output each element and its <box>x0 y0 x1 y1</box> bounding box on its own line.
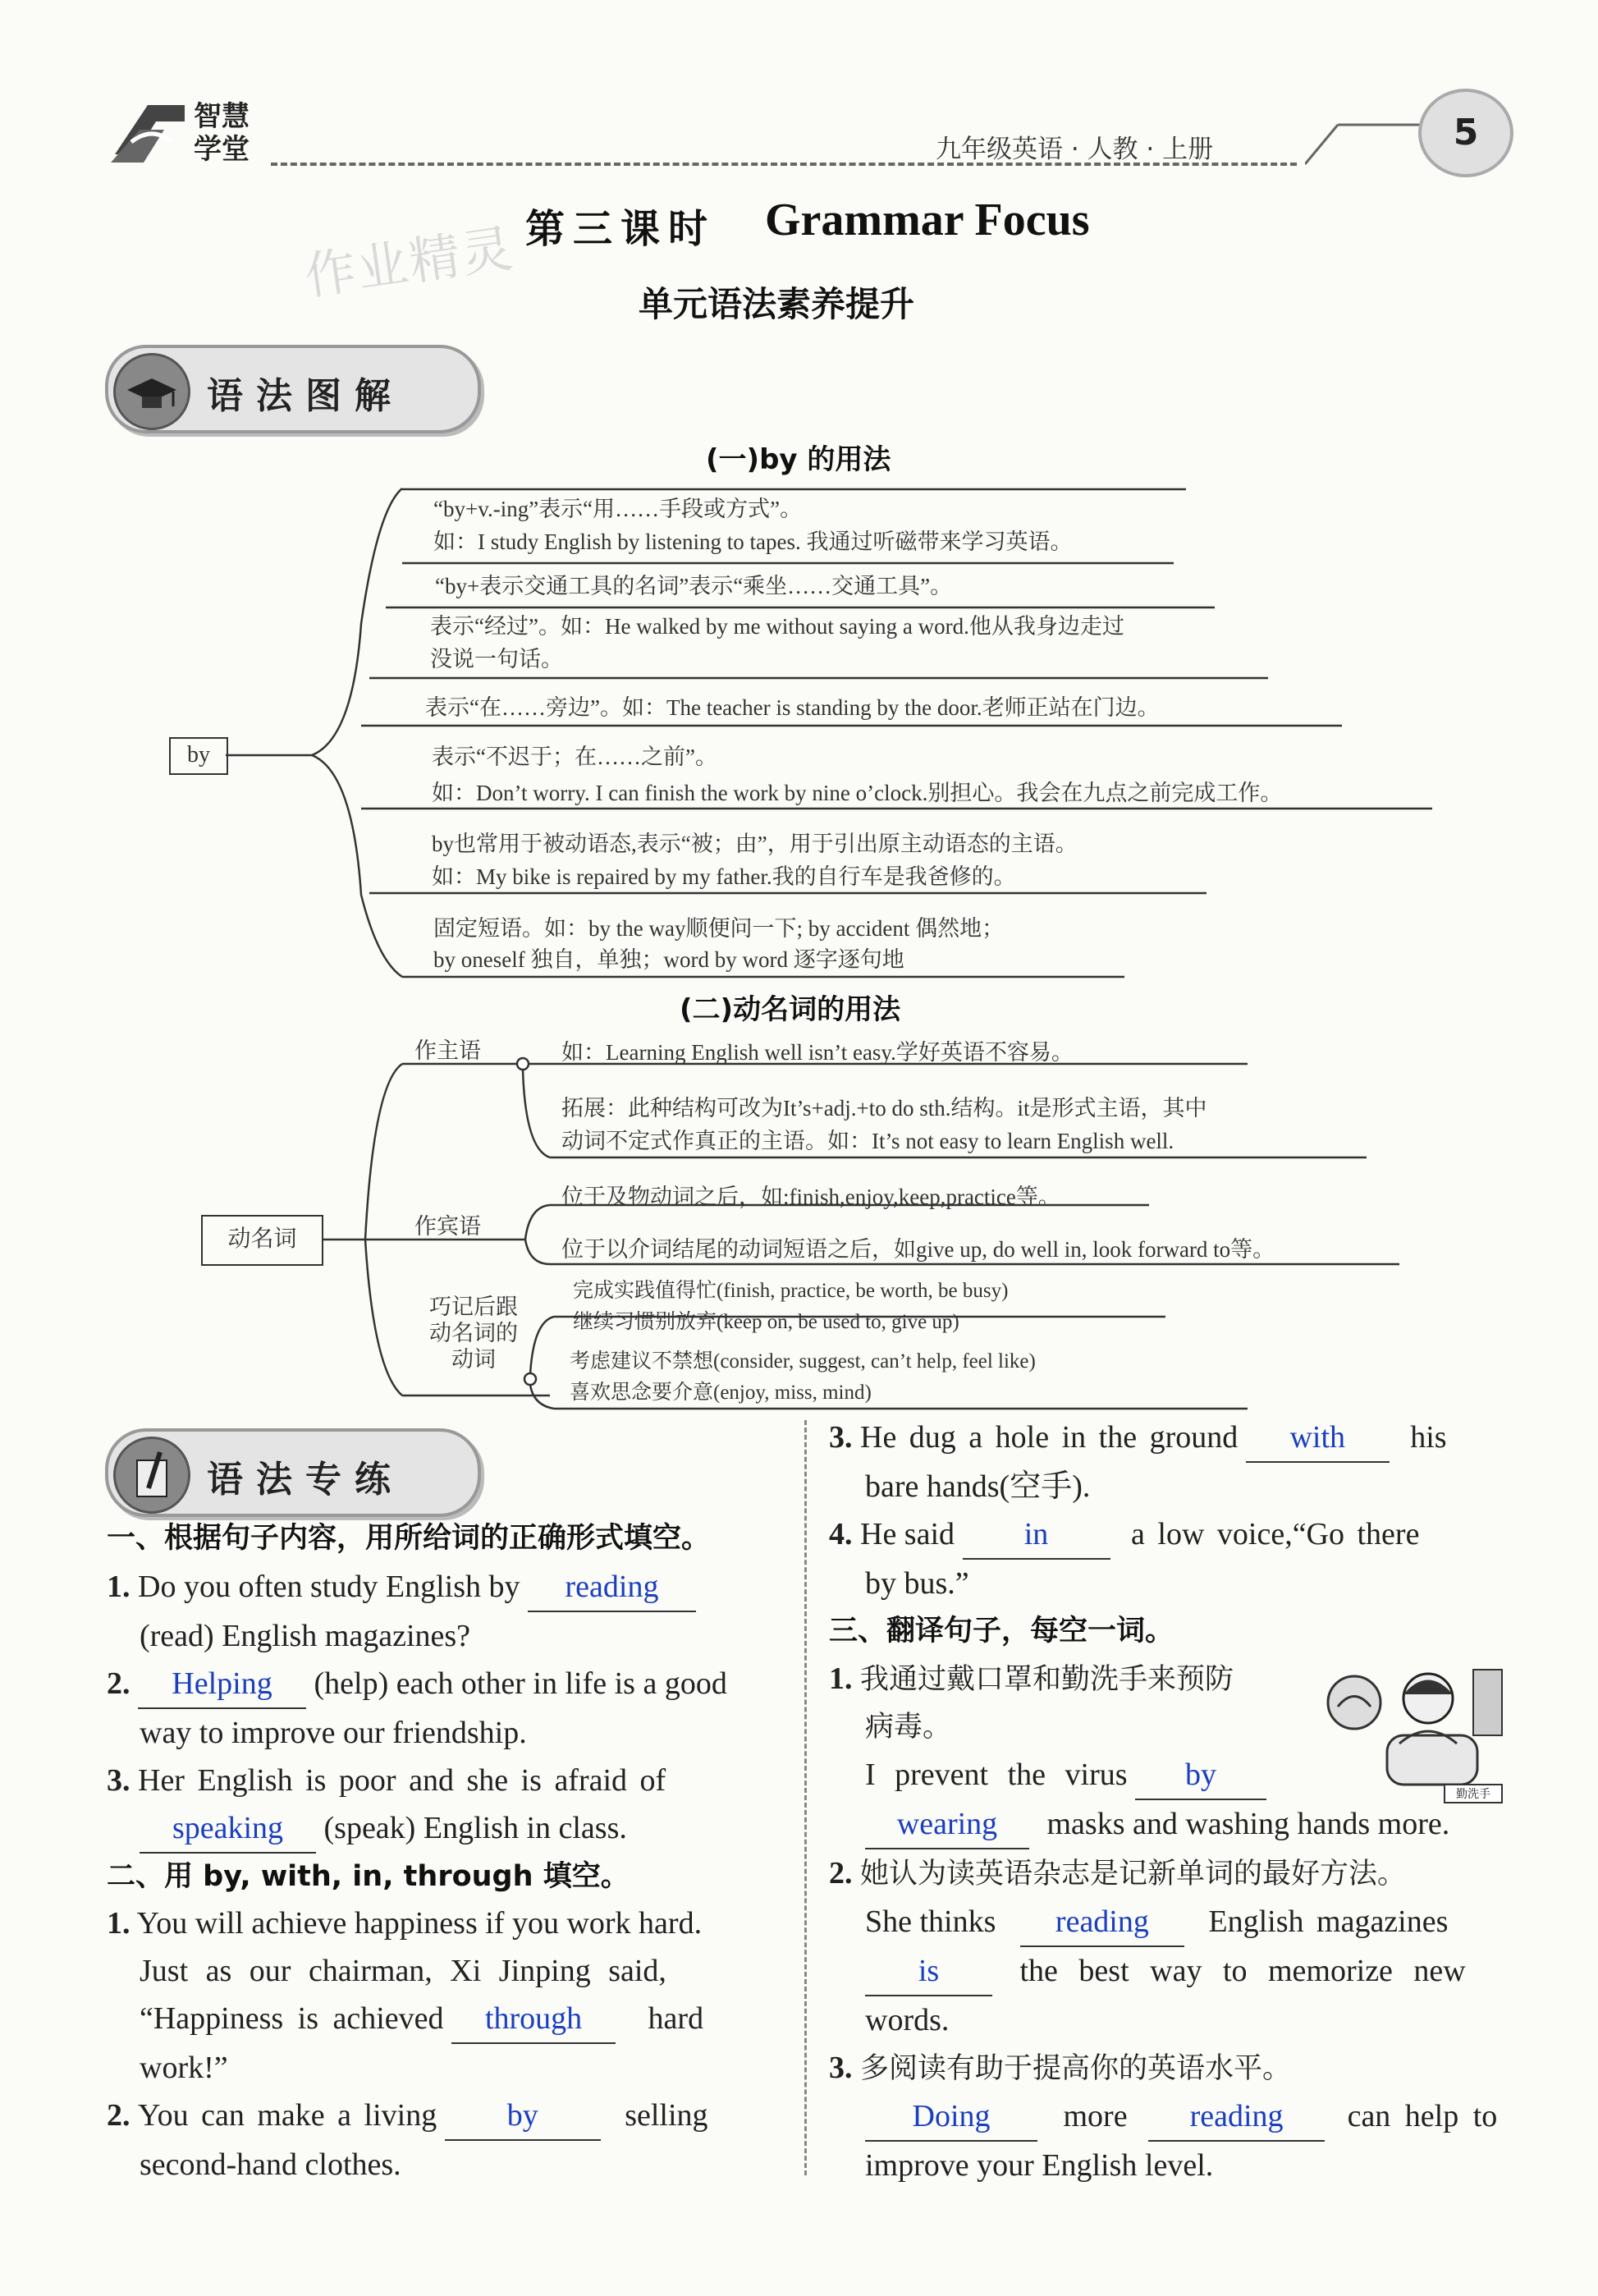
p1-q1-number: 1. <box>107 1570 130 1604</box>
p2-q2-number: 2. <box>107 2098 130 2133</box>
p2-q4-text-c: by bus.” <box>865 1566 969 1601</box>
subject-ext-line2: 动词不定式作真正的主语。如：It’s not easy to learn English well. <box>561 1129 1174 1153</box>
p2-q1-answer[interactable]: through <box>451 1995 616 2044</box>
page-number: 5 <box>1418 89 1513 177</box>
p3-q2-text-a: She thinks <box>865 1904 996 1939</box>
by-branch-6-line2: 如：My bike is repaired by my father.我的自行车是我爸修的。 <box>432 864 1016 889</box>
object-rule-1: 位于及物动词之后，如:finish,enjoy,keep,practice等。 <box>561 1185 1060 1209</box>
object-label: 作宾语 <box>414 1214 481 1239</box>
p2-q1-text-e: work!” <box>140 2051 228 2085</box>
p3-q1-text-a: I prevent the virus <box>865 1758 1128 1792</box>
p1-q1-answer[interactable]: reading <box>528 1563 696 1612</box>
column-divider <box>804 1420 807 2175</box>
by-title: (一)by 的用法 <box>706 443 891 476</box>
p2-q1-number: 1. <box>107 1906 130 1941</box>
by-branch-4: 表示“在……旁边”。如：The teacher is standing by the door.老师正站在门边。 <box>425 695 1160 720</box>
lesson-label: 第三课时 <box>525 206 717 252</box>
p3-q1-chinese-b: 病毒。 <box>865 1711 952 1744</box>
p2-q3-text-b: his <box>1410 1420 1447 1455</box>
memo-line-2a: 考虑建议不禁想(consider, suggest, can’t help, feel like) <box>570 1350 1036 1373</box>
p1-q3-answer[interactable]: speaking <box>140 1804 316 1854</box>
memo-label: 巧记后跟动名词的动词 <box>429 1295 518 1372</box>
p2-q1-text-b: Just as our chairman, Xi Jinping said, <box>140 1954 666 1988</box>
p2-question-1 <box>107 1900 788 2092</box>
p3-q2-text-d: words. <box>865 2003 950 2037</box>
memo-line-1b: 继续习惯别放弃(keep on, be used to, give up) <box>573 1311 959 1333</box>
p2-q1-text-c: “Happiness is achieved <box>140 2001 444 2036</box>
subject-example: 如：Learning English well isn’t easy.学好英语不容易。 <box>561 1040 1074 1065</box>
logo-text: 智慧学堂 <box>194 100 250 166</box>
by-branch-1-line1: “by+v.-ing”表示“用……手段或方式”。 <box>433 497 803 521</box>
subject-extension <box>561 1092 1546 1157</box>
part3-title: 三、翻译句子，每空一词。 <box>829 1615 1174 1648</box>
book-info: 九年级英语 · 人教 · 上册 <box>936 135 1214 164</box>
by-branch-7-line1: 固定短语。如：by the way顺便问一下; by accident 偶然地； <box>433 916 1005 941</box>
p3-q1-text-b: masks and washing hands more. <box>1046 1807 1450 1841</box>
by-branch-1-line2: 如：I study English by listening to tapes. 我通过听磁带来学习英语。 <box>433 529 1073 554</box>
p2-q3-answer[interactable]: with <box>1246 1414 1390 1463</box>
subject-ext-line1: 拓展：此种结构可改为It’s+adj.+to do sth.结构。it是形式主语，其中 <box>561 1096 1207 1121</box>
p2-q1-text-d: hard <box>648 2001 704 2036</box>
memo-group-2 <box>570 1346 1308 1409</box>
p2-q2-text-c: second-hand clothes. <box>140 2147 401 2182</box>
p3-question-1 <box>829 1655 1510 1849</box>
p2-q2-answer[interactable]: by <box>445 2092 601 2141</box>
p3-q3-answer-1[interactable]: Doing <box>865 2092 1037 2142</box>
p2-q2-text-a: You can make a living <box>138 2098 437 2133</box>
p2-question-4 <box>829 1510 1510 1607</box>
handwashing-caption: 勤洗手 <box>1456 1788 1490 1801</box>
p2-q3-number: 3. <box>829 1420 853 1455</box>
p3-q3-chinese: 多阅读有助于提高你的英语水平。 <box>860 2052 1292 2085</box>
p3-q2-number: 2. <box>829 1856 853 1890</box>
part2-title: 二、用 by, with, in, through 填空。 <box>107 1860 630 1893</box>
p1-q2-answer[interactable]: Helping <box>138 1660 306 1709</box>
p2-q3-text-a: He dug a hole in the ground <box>860 1420 1239 1455</box>
p1-question-3 <box>107 1757 788 1854</box>
p3-q3-text-b: can help to <box>1347 2099 1498 2133</box>
watermark: 作业精灵 <box>300 218 518 307</box>
memo-line-2b: 喜欢思念要介意(enjoy, miss, mind) <box>570 1382 872 1404</box>
by-branch-5-line1: 表示“不迟于；在……之前”。 <box>432 745 717 769</box>
page-title: Grammar Focus <box>765 195 1090 245</box>
p1-q3-number: 3. <box>107 1763 130 1798</box>
p1-q3-text-b: (speak) English in class. <box>323 1811 627 1845</box>
p3-question-2 <box>829 1849 1510 2044</box>
p3-q3-text-a: more <box>1063 2099 1128 2133</box>
gerund-title: (二)动名词的用法 <box>680 993 901 1026</box>
p3-q2-answer-2[interactable]: is <box>865 1947 992 1996</box>
p3-q1-answer-1[interactable]: by <box>1135 1751 1266 1800</box>
p1-q1-text-b: (read) English magazines? <box>140 1619 471 1653</box>
p2-question-3 <box>829 1414 1510 1510</box>
p1-q1-text-a: Do you often study English by <box>138 1570 520 1604</box>
section-label-graph: 语法图解 <box>207 375 404 417</box>
p2-q3-text-c: bare hands(空手). <box>865 1469 1091 1504</box>
p3-q3-number: 3. <box>829 2051 853 2085</box>
by-branch-6-line1: by也常用于被动语态,表示“被；由”，用于引出原主动语态的主语。 <box>432 832 1078 856</box>
p3-q2-answer-1[interactable]: reading <box>1020 1898 1184 1947</box>
p3-q2-text-c: the best way to memorize new <box>1019 1954 1466 1988</box>
p2-q4-text-a: He said <box>860 1517 955 1551</box>
book-pencil-icon <box>113 1437 190 1514</box>
section-label-practice: 语法专练 <box>207 1459 404 1501</box>
p2-q4-answer[interactable]: in <box>963 1510 1110 1560</box>
p1-question-1 <box>107 1563 788 1660</box>
p3-q3-answer-2[interactable]: reading <box>1148 2092 1325 2142</box>
memo-line-1a: 完成实践值得忙(finish, practice, be worth, be busy) <box>573 1280 1009 1302</box>
p1-q2-text-a: (help) each other in life is a good <box>314 1666 727 1701</box>
p3-q3-text-c: improve your English level. <box>865 2148 1214 2183</box>
p3-question-3 <box>829 2044 1510 2189</box>
practice-right-column <box>829 1414 1510 2189</box>
p2-question-2 <box>107 2092 788 2188</box>
p3-q2-chinese: 她认为读英语杂志是记新单词的最好方法。 <box>860 1858 1407 1890</box>
p1-q2-text-b: way to improve our friendship. <box>140 1716 527 1750</box>
p1-q2-number: 2. <box>107 1666 130 1701</box>
p3-q1-chinese-a: 我通过戴口罩和勤洗手来预防 <box>860 1663 1234 1696</box>
by-branch-3-line2: 没说一句话。 <box>430 647 563 671</box>
by-root-node: by <box>169 737 228 775</box>
section-badge-practice <box>105 1428 481 1517</box>
p1-question-2 <box>107 1660 788 1757</box>
by-branch-7-line2: by oneself 独自，单独；word by word 逐字逐句地 <box>433 947 904 972</box>
p2-q4-text-b: a low voice,“Go there <box>1131 1517 1420 1551</box>
object-rule-2: 位于以介词结尾的动词短语之后，如give up, do well in, look forward to等。 <box>561 1237 1275 1262</box>
p2-q1-text-a: You will achieve happiness if you work hard. <box>136 1906 703 1941</box>
practice-left-column <box>107 1514 788 2188</box>
p3-q1-answer-2[interactable]: wearing <box>865 1800 1029 1849</box>
p2-q2-text-b: selling <box>625 2098 708 2133</box>
gerund-root-node: 动名词 <box>201 1215 323 1266</box>
handwashing-illustration <box>1321 1661 1506 1805</box>
part1-title: 一、根据句子内容，用所给词的正确形式填空。 <box>107 1522 711 1555</box>
p1-q3-text-a: Her English is poor and she is afraid of <box>138 1763 666 1798</box>
memo-group-1 <box>573 1276 1312 1338</box>
p3-q2-text-b: English magazines <box>1208 1904 1449 1939</box>
by-branch-2: “by+表示交通工具的名词”表示“乘坐……交通工具”。 <box>435 574 953 598</box>
p2-q4-number: 4. <box>829 1517 853 1551</box>
subject-label: 作主语 <box>414 1038 481 1063</box>
p3-q1-number: 1. <box>829 1661 853 1696</box>
by-branch-5-line2: 如：Don’t worry. I can finish the work by nine o’clock.别担心。我会在九点之前完成工作。 <box>432 781 1283 805</box>
page-subtitle: 单元语法素养提升 <box>639 284 915 324</box>
by-branch-3-line1: 表示“经过”。如：He walked by me without saying a word.他从我身边走过 <box>430 614 1124 639</box>
